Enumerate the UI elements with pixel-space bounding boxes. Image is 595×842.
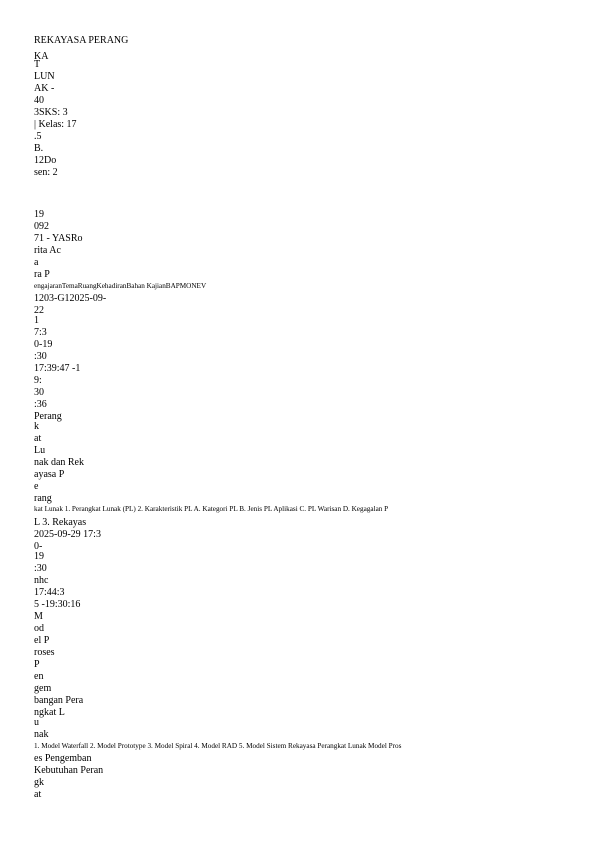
text-line: :36 xyxy=(34,399,47,410)
text-line: ngkat L xyxy=(34,707,65,718)
text-line: 71 - YASRo xyxy=(34,233,83,244)
text-line: 17:39:47 -1 xyxy=(34,363,81,374)
text-line: Perang xyxy=(34,411,62,422)
text-line: 092 xyxy=(34,221,49,232)
text-line: L 3. Rekayas xyxy=(34,517,87,528)
text-line: Lu xyxy=(34,445,46,456)
text-line: 1 xyxy=(34,315,39,326)
text-line: 22 xyxy=(34,305,44,316)
topic-description-line: kat Lunak 1. Perangkat Lunak (PL) 2. Karakteristik PL A. Kategori PL B. Jenis PL Aplikasi C. PL Warisan D. Kegagalan P xyxy=(34,505,389,513)
text-line: rita Ac xyxy=(34,245,61,256)
text-line: 3SKS: 3 xyxy=(34,107,68,118)
text-line: rang xyxy=(34,493,52,504)
text-line: e xyxy=(34,481,39,492)
text-line: nhc xyxy=(34,575,49,586)
text-line: 12Do xyxy=(34,155,57,166)
text-line: nak xyxy=(34,729,49,740)
text-line: 5 -19:30:16 xyxy=(34,599,81,610)
text-line: es Pengemban xyxy=(34,753,92,764)
text-line: M xyxy=(34,611,43,622)
text-line: 7:3 xyxy=(34,327,47,338)
text-line: od xyxy=(34,623,44,634)
text-line: gk xyxy=(34,777,44,788)
text-line: at xyxy=(34,789,42,800)
text-line: k xyxy=(34,421,39,432)
text-line: el P xyxy=(34,635,50,646)
text-line: B. xyxy=(34,143,44,154)
text-line: T xyxy=(34,59,41,70)
topic-description-line: 1. Model Waterfall 2. Model Prototype 3. Model Spiral 4. Model RAD 5. Model Sistem Rekayasa Perangkat Lunak Model Pros xyxy=(34,742,402,750)
text-line: 0-19 xyxy=(34,339,53,350)
text-line: sen: 2 xyxy=(34,167,58,178)
text-line: 30 xyxy=(34,387,44,398)
text-line: 1203-G12025-09- xyxy=(34,293,107,304)
text-line: a xyxy=(34,257,39,268)
table-header-line: engajaranTemaRuangKehadiranBahan KajianBAPMONEV xyxy=(34,282,207,290)
text-line: :30 xyxy=(34,563,47,574)
text-line: at xyxy=(34,433,42,444)
text-line: KA xyxy=(34,51,49,62)
text-line: 17:44:3 xyxy=(34,587,65,598)
text-line: AK - xyxy=(34,83,55,94)
text-line: P xyxy=(34,659,40,670)
text-line: | Kelas: 17 xyxy=(34,119,77,130)
text-line: Kebutuhan Peran xyxy=(34,765,104,776)
text-line: 9: xyxy=(34,375,42,386)
text-line: LUN xyxy=(34,71,55,82)
text-line: 2025-09-29 17:3 xyxy=(34,529,101,540)
text-line: 19 xyxy=(34,551,44,562)
course-title: REKAYASA PERANG xyxy=(34,35,129,46)
text-line: 40 xyxy=(34,95,44,106)
text-line: gem xyxy=(34,683,52,694)
text-line: .5 xyxy=(34,131,42,142)
text-line: 0- xyxy=(34,541,43,552)
text-line: :30 xyxy=(34,351,47,362)
text-line: u xyxy=(34,717,39,728)
text-line: bangan Pera xyxy=(34,695,84,706)
text-line: en xyxy=(34,671,44,682)
text-line: 19 xyxy=(34,209,44,220)
text-line: nak dan Rek xyxy=(34,457,84,468)
text-line: ayasa P xyxy=(34,469,65,480)
text-line: ra P xyxy=(34,269,50,280)
text-line: roses xyxy=(34,647,55,658)
